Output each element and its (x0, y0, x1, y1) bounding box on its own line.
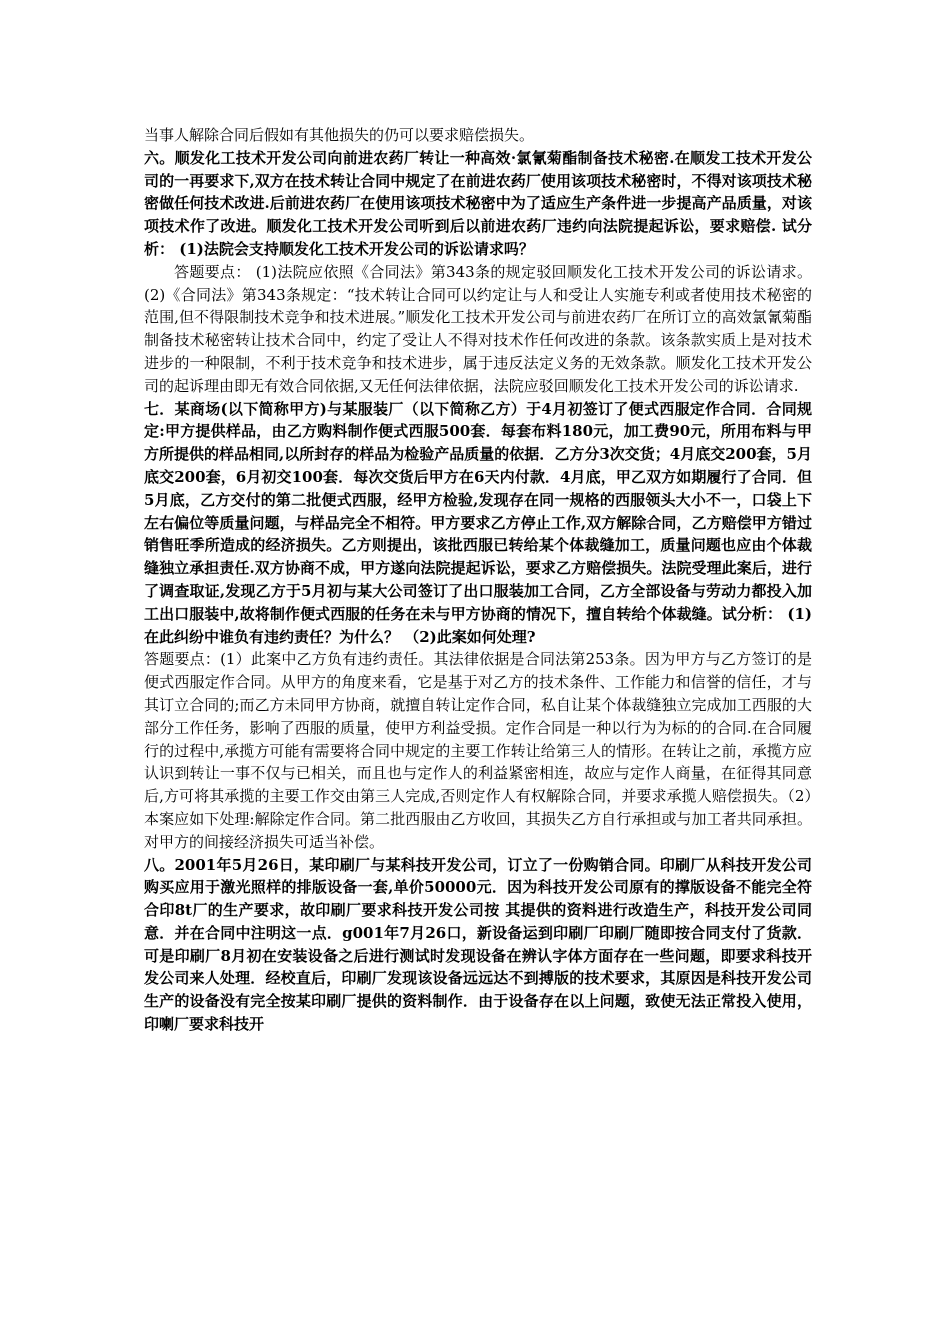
answer-6: 答题要点： (1)法院应依照《合同法》第343条的规定驳回顺发化工技术开发公司的诉讼请求。 (2)《合同法》第343条规定：“技术转让合同可以约定让与人和受让人实施专利或者使用技术秘密的范围,但不得限制技术竞争和技术进展。”顺发化工技术开发公司与前进农药厂在所订立的高效氯氰菊酯制备技术秘密转让技术合同中，约定了受让人不得对技术作任何改进的条款。该条款实质上是对技术进步的一种限制，不利于技术竞争和技术进步，属于违反法定义务的无效条款。顺发化工技术开发公司的起诉理由即无有效合同依据,又无任何法律依据，法院应驳回顺发化工技术开发公司的诉讼请求. (144, 262, 812, 395)
document-page (144, 124, 812, 1036)
question-6: 六。顺发化工技术开发公司向前进农药厂转让一种高效·氯氰菊酯制备技术秘密.在顺发工技术开发公司的一再要求下,双方在技术转让合同中规定了在前进农药厂使用该项技术秘密时，不得对该项技术秘密做任何技术改进.后前进农药厂在使用该项技术秘密中为了适应生产条件进一步提高产品质量，对该项技术作了改进。顺发化工技术开发公司听到后以前进农药厂违约向法院提起诉讼，要求赔偿. 试分析： (1)法院会支持顺发化工技术开发公司的诉讼请求吗？ (144, 148, 812, 258)
answer-7: 答题要点：(1）此案中乙方负有违约责任。其法律依据是合同法第253条。因为甲方与乙方签订的是便式西服定作合同。从甲方的角度来看，它是基于对乙方的技术条件、工作能力和信誉的信任，才与其订立合同的;而乙方未同甲方协商，就擅自转让定作合同，私自让某个体裁缝独立完成加工西服的大部分工作任务，影响了西服的质量，使甲方利益受损。定作合同是一种以行为为标的的合同.在合同履行的过程中,承揽方可能有需要将合同中规定的主要工作转让给第三人的情形。在转让之前，承揽方应认识到转让一事不仅与已相关，而且也与定作人的利益紧密相连，故应与定作人商量，在征得其同意后,方可将其承揽的主要工作交由第三人完成,否则定作人有权解除合同，并要求承揽人赔偿损失。（2）本案应如下处理:解除定作合同。第二批西服由乙方收回，其损失乙方自行承担或与加工者共同承担。对甲方的间接经济损失可适当补偿。 (144, 650, 812, 851)
question-8: 八。2001年5月26日，某印刷厂与某科技开发公司，订立了一份购销合同。印刷厂从科技开发公司购买应用于激光照样的排版设备一套,单价50000元．因为科技开发公司原有的撑版设备不能完全符合印8t厂的生产要求，故印刷厂要求科技开发公司按 其提供的资料进行改造生产，科技开发公司同意．并在合同中注明这一点．g001年7月26口，新设备运到印刷厂印刷厂随即按合同支付了货款．可是印刷厂8月初在安装设备之后进行测试时发现设备在辨认字体方面存在一些问题，即要求科技开发公司来人处理．经校直后，印刷厂发现该设备远远达不到搏版的技术要求，其原因是科技开发公司生产的设备没有完全按某印刷厂提供的资料制作．由于设备存在以上问题，致使无法正常投入使用，印喇厂要求科技开 (144, 855, 812, 1034)
question-7: 七．某商场(以下简称甲方)与某服装厂（以下简称乙方）于4月初签订了便式西服定作合同．合同规定:甲方提供样品，由乙方购料制作便式西服500套．每套布料180元，加工费90元，所用布料与甲方所提供的样品相同,以所封存的样品为检验产品质量的依据．乙方分3次交货；4月底交200套，5月底交200套，6月初交100套．每次交货后甲方在6天内付款．4月底，甲乙双方如期履行了合同．但5月底，乙方交付的第二批便式西服，经甲方检验,发现存在同一规格的西服领头大小不一，口袋上下左右偏位等质量问题，与样品完全不相符。甲方要求乙方停止工作,双方解除合同，乙方赔偿甲方错过销售旺季所造成的经济损失。乙方则提出，该批西服已转给某个体裁缝加工，质量问题也应由个体裁缝独立承担责任.双方协商不成，甲方遂向法院提起诉讼，要求乙方赔偿损失。法院受理此案后，进行了调查取证,发现乙方于5月初与某大公司签订了出口服装加工合同，乙方全部设备与劳动力都投入加工出口服装中,故将制作便式西服的任务在未与甲方协商的情况下，擅自转给个体裁缝。试分析： (1)在此纠纷中谁负有违约责任？为什么？ （2)此案如何处理? (144, 399, 812, 646)
paragraph-intro-continuation: 当事人解除合同后假如有其他损失的仍可以要求赔偿损失。 (144, 126, 535, 144)
